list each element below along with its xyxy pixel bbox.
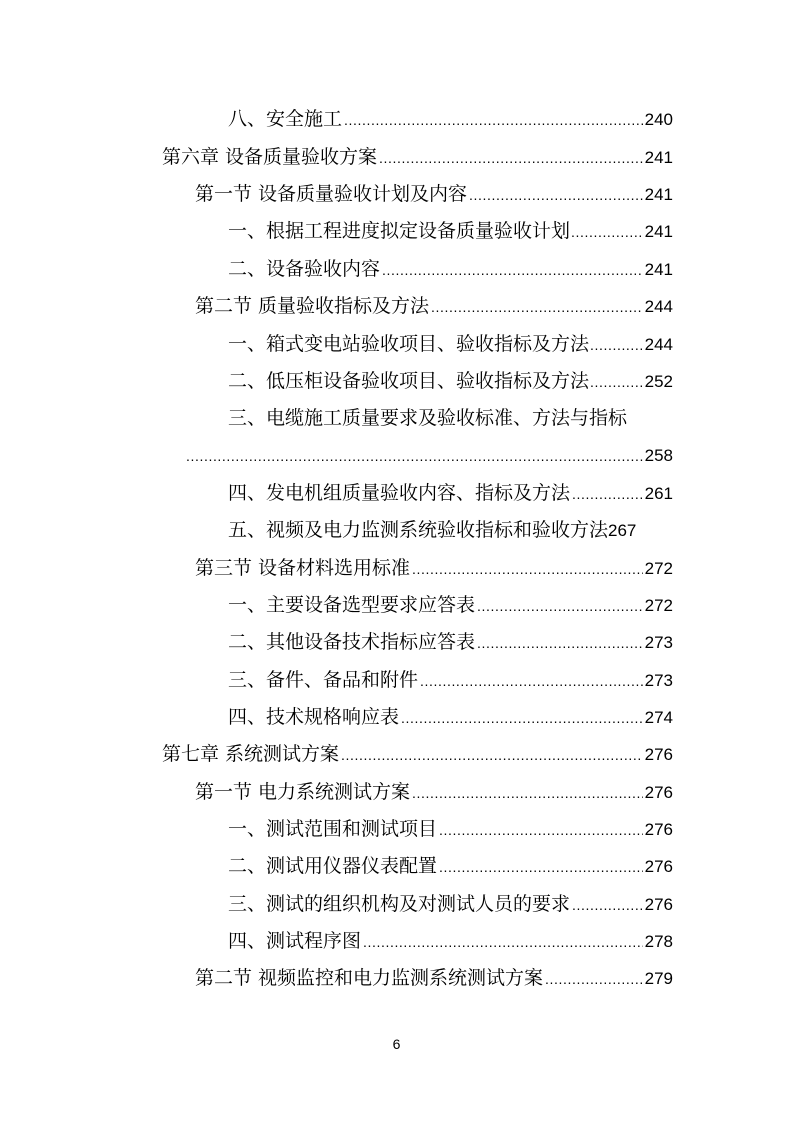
toc-entry-page: 273 <box>644 671 673 690</box>
toc-entry-title: 四、技术规格响应表 <box>228 706 400 728</box>
toc-entry[interactable] <box>195 179 673 209</box>
toc-entry-title: 二、测试用仪器仪表配置 <box>228 855 438 877</box>
toc-leader-dots <box>477 628 643 658</box>
toc-entry[interactable] <box>228 104 673 134</box>
toc-entry-page: 276 <box>644 745 673 764</box>
toc-entry-page: 279 <box>644 969 673 988</box>
toc-entry[interactable] <box>228 814 673 844</box>
toc-entry[interactable] <box>228 665 673 695</box>
toc-entry-page: 272 <box>644 596 673 615</box>
toc-entry-page: 261 <box>644 484 673 503</box>
toc-entry-title: 一、根据工程进度拟定设备质量验收计划 <box>228 220 571 242</box>
toc-entry-title: 二、其他设备技术指标应答表 <box>228 631 476 653</box>
toc-entry[interactable] <box>228 926 673 956</box>
toc-entry-title: 三、备件、备品和附件 <box>228 669 419 691</box>
toc-leader-dots <box>401 703 643 733</box>
toc-entry-title: 八、安全施工 <box>228 108 343 130</box>
toc-entry-page: 276 <box>644 820 673 839</box>
toc-leader-dots <box>341 740 643 770</box>
toc-leader-dots <box>477 591 643 621</box>
toc-entry-page: 276 <box>644 783 673 802</box>
toc-entry-page: 273 <box>644 633 673 652</box>
toc-entry-title: 第一节 设备质量验收计划及内容 <box>195 183 468 205</box>
toc-entry[interactable] <box>228 478 673 508</box>
toc-entry[interactable] <box>228 889 673 919</box>
toc-entry[interactable] <box>195 777 673 807</box>
toc-entry[interactable] <box>228 627 673 657</box>
toc-leader-dots <box>571 217 644 247</box>
toc-entry-page: 244 <box>644 297 673 316</box>
toc-entry-title: 第二节 视频监控和电力监测系统测试方案 <box>195 967 544 989</box>
toc-leader-dots <box>439 852 643 882</box>
toc-entry[interactable] <box>228 216 673 246</box>
toc-leader-dots <box>590 330 644 360</box>
toc-leader-dots <box>412 554 643 584</box>
toc-entry-title: 一、箱式变电站验收项目、验收指标及方法 <box>228 333 590 355</box>
toc-entry-title: 一、主要设备选型要求应答表 <box>228 594 476 616</box>
toc-entry-title: 第二节 质量验收指标及方法 <box>195 295 430 317</box>
toc-entry[interactable] <box>228 851 673 881</box>
toc-entry-title: 四、测试程序图 <box>228 930 362 952</box>
toc-entry-title: 五、视频及电力监测系统验收指标和验收方法 <box>228 519 609 541</box>
toc-leader-dots <box>363 927 643 957</box>
toc-entry-title: 第一节 电力系统测试方案 <box>195 781 411 803</box>
toc-entry[interactable] <box>195 553 673 583</box>
toc-entry-page: 241 <box>644 222 673 241</box>
page-number: 6 <box>392 1036 401 1052</box>
toc-entry-title: 二、低压柜设备验收项目、验收指标及方法 <box>228 370 590 392</box>
toc-leader-dots <box>344 105 643 135</box>
toc-entry-title: 三、测试的组织机构及对测试人员的要求 <box>228 893 571 915</box>
toc-entry[interactable] <box>162 142 673 172</box>
toc-entry-title-line <box>228 403 673 433</box>
toc-entry[interactable] <box>228 366 673 396</box>
toc-entry[interactable] <box>162 739 673 769</box>
toc-leader-dots <box>545 964 643 994</box>
toc-leader-dots <box>469 180 643 210</box>
toc-entry-page: 241 <box>644 148 673 167</box>
toc-entry-title: 第六章 设备质量验收方案 <box>162 146 378 168</box>
toc-leader-dots <box>420 666 643 696</box>
toc-entry-page: 241 <box>644 185 673 204</box>
toc-entry-page: 244 <box>644 335 673 354</box>
toc-entry[interactable] <box>228 590 673 620</box>
toc-leader-dots <box>572 479 643 509</box>
toc-entry-page: 276 <box>644 895 673 914</box>
toc-entry-page: 240 <box>644 110 673 129</box>
toc-entry-title: 三、电缆施工质量要求及验收标准、方法与指标 <box>228 407 628 429</box>
toc-leader-dots <box>590 367 644 397</box>
toc-entry-title: 一、测试范围和测试项目 <box>228 818 438 840</box>
toc-entry-page: 278 <box>644 932 673 951</box>
toc-entry-page-line <box>186 441 673 471</box>
toc-entry-page: 241 <box>644 260 673 279</box>
toc-leader-dots <box>382 255 643 285</box>
toc-entry-page: 272 <box>644 559 673 578</box>
toc-entry-page: 274 <box>644 708 673 727</box>
toc-leader-dots <box>186 441 643 471</box>
toc-leader-dots <box>572 890 643 920</box>
toc-entry[interactable] <box>228 254 673 284</box>
toc-entry-page: 276 <box>644 857 673 876</box>
toc-entry-page: 267 <box>608 521 637 540</box>
toc-entry-title: 第七章 系统测试方案 <box>162 743 340 765</box>
toc-entry[interactable] <box>228 329 673 359</box>
toc-leader-dots <box>379 143 643 173</box>
toc-leader-dots <box>412 778 643 808</box>
toc-leader-dots <box>431 292 643 322</box>
toc-entry[interactable] <box>228 702 673 732</box>
toc-entry-title: 第三节 设备材料选用标准 <box>195 557 411 579</box>
toc-entry[interactable] <box>195 963 673 993</box>
toc-entry-page: 258 <box>644 446 673 465</box>
toc-entry-title: 二、设备验收内容 <box>228 258 381 280</box>
toc-entry[interactable] <box>228 515 688 545</box>
toc-entry[interactable] <box>195 291 673 321</box>
toc-entry-title: 四、发电机组质量验收内容、指标及方法 <box>228 482 571 504</box>
toc-leader-dots <box>439 815 643 845</box>
toc-entry-page: 252 <box>644 372 673 391</box>
